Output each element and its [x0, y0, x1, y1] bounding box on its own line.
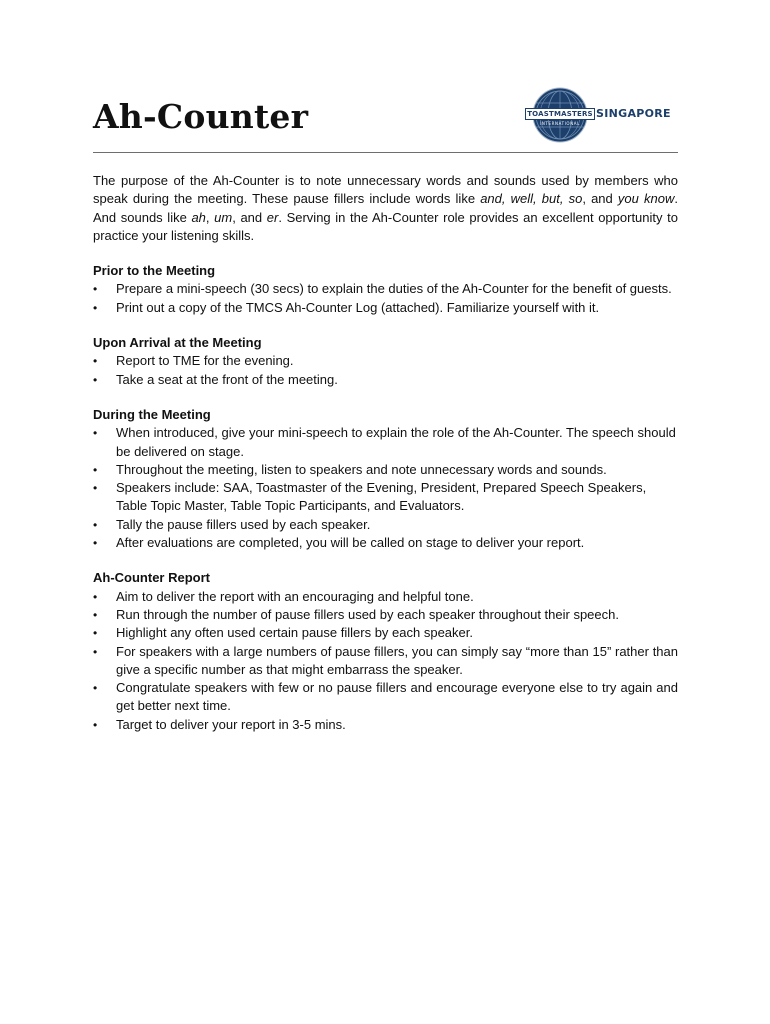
list-item [93, 679, 678, 716]
list-arrival [93, 352, 678, 389]
intro-text: . Serving in the Ah-Counter role provides an excellent opportunity to practice your listening skills. [93, 209, 678, 243]
list-during [93, 424, 678, 552]
list-item-text: Throughout the meeting, listen to speakers and note unnecessary words and sounds. [116, 461, 607, 477]
page-title: Ah-Counter [93, 97, 309, 136]
list-item-text: Tally the pause fillers used by each speaker. [116, 516, 371, 532]
intro-text: , [205, 209, 215, 225]
section-title-arrival: Upon Arrival at the Meeting [93, 335, 262, 351]
intro-emphasis: ah [191, 209, 206, 225]
intro-paragraph [93, 172, 678, 245]
list-item [93, 716, 678, 734]
bullet-icon: • [93, 426, 98, 441]
section-title-report: Ah-Counter Report [93, 570, 210, 586]
intro-emphasis: um [214, 209, 233, 225]
list-item [93, 371, 678, 389]
bullet-icon: • [93, 536, 98, 551]
logo-banner: TOASTMASTERS [525, 108, 595, 120]
bullet-icon: • [93, 626, 98, 641]
bullet-icon: • [93, 644, 98, 659]
bullet-icon: • [93, 481, 98, 496]
bullet-icon: • [93, 354, 98, 369]
list-item-text: When introduced, give your mini-speech to explain the role of the Ah-Counter. The speech should be delivered on stage. [116, 425, 676, 459]
list-prior [93, 280, 678, 317]
bullet-icon: • [93, 589, 98, 604]
intro-text: The purpose of the Ah-Counter is to note unnecessary words and sounds used by members who speak during the meeting. These pause fillers include words like [93, 173, 678, 207]
bullet-icon: • [93, 462, 98, 477]
list-item-text: Congratulate speakers with few or no pause fillers and encourage everyone else to try again and get better next time. [116, 680, 678, 714]
bullet-icon: • [93, 372, 98, 387]
bullet-icon: • [93, 681, 98, 696]
list-item [93, 352, 678, 370]
list-item-text: Report to TME for the evening. [116, 353, 294, 369]
list-item-text: Target to deliver your report in 3-5 mins. [116, 716, 346, 732]
bullet-icon: • [93, 517, 98, 532]
intro-emphasis: and, well, but, so [480, 191, 583, 207]
logo-subtitle: INTERNATIONAL [540, 121, 580, 126]
list-item [93, 606, 678, 624]
intro-emphasis: you know [617, 191, 675, 207]
list-item [93, 280, 678, 298]
list-item-text: Take a seat at the front of the meeting. [116, 371, 338, 387]
document-header [93, 0, 678, 153]
list-item [93, 424, 678, 461]
bullet-icon: • [93, 300, 98, 315]
list-item [93, 588, 678, 606]
list-report [93, 588, 678, 734]
intro-emphasis: er [266, 209, 279, 225]
list-item [93, 534, 678, 552]
list-item-text: After evaluations are completed, you will be called on stage to deliver your report. [116, 535, 585, 551]
list-item-text: For speakers with a large numbers of pause fillers, you can simply say “more than 15” rather than give a specific number as that might embarrass the speaker. [116, 643, 678, 677]
list-item [93, 516, 678, 534]
logo-region-text: SINGAPORE [596, 107, 671, 120]
list-item-text: Speakers include: SAA, Toastmaster of the Evening, President, Prepared Speech Speakers, Table Topic Master, Table Topic Participants, and Evaluators. [116, 480, 647, 514]
list-item-text: Aim to deliver the report with an encouraging and helpful tone. [116, 588, 474, 604]
bullet-icon: • [93, 607, 98, 622]
list-item [93, 643, 678, 680]
section-title-during: During the Meeting [93, 406, 211, 422]
intro-text: . And sounds like [93, 191, 678, 225]
list-item-text: Highlight any often used certain pause fillers by each speaker. [116, 625, 473, 641]
toastmasters-singapore-logo [525, 86, 670, 144]
list-item-text: Prepare a mini-speech (30 secs) to explain the duties of the Ah-Counter for the benefit of guests. [116, 281, 672, 297]
section-title-prior: Prior to the Meeting [93, 263, 216, 279]
list-item-text: Run through the number of pause fillers used by each speaker throughout their speech. [116, 606, 619, 622]
list-item [93, 299, 678, 317]
list-item [93, 624, 678, 642]
intro-text: , and [232, 209, 267, 225]
document-body [93, 153, 678, 734]
bullet-icon: • [93, 717, 98, 732]
bullet-icon: • [93, 282, 98, 297]
list-item [93, 479, 678, 516]
list-item [93, 461, 678, 479]
list-item-text: Print out a copy of the TMCS Ah-Counter Log (attached). Familiarize yourself with it. [116, 299, 600, 315]
intro-text: , and [582, 191, 618, 207]
